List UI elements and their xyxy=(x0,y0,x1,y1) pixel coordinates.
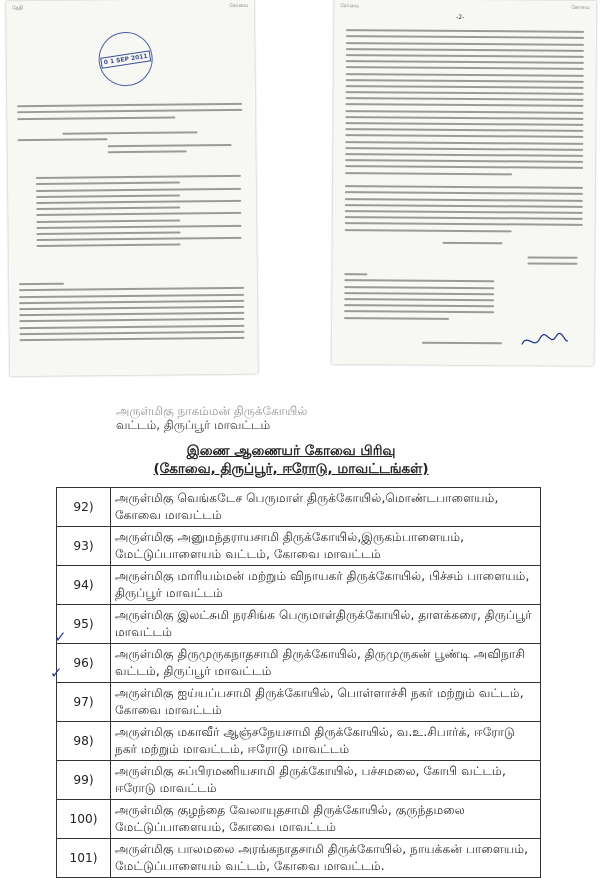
row-number: 94) xyxy=(57,566,111,605)
previous-entry-fragment xyxy=(116,404,307,432)
page1-header-right: கோவை xyxy=(229,2,249,9)
previous-entry-line-2: வட்டம், திருப்பூர் மாவட்டம் xyxy=(116,418,271,432)
page2-number: -2- xyxy=(456,13,465,21)
date-stamp-text: 0 1 SEP 2011 xyxy=(100,50,151,68)
page2-forwarded xyxy=(422,338,502,349)
table-row xyxy=(57,839,541,878)
page1-header-left: தேதி xyxy=(12,5,24,12)
row-number: 97) xyxy=(57,683,111,722)
table-row xyxy=(57,566,541,605)
row-number: 93) xyxy=(57,527,111,566)
page2-header-left: கோவை xyxy=(340,3,360,10)
temple-name: அருள்மிகு அனுமந்தராயசாமி திருக்கோயில்,இருகம்பாளையம், மேட்டுப்பாளையம் வட்டம், கோவை மாவட்டம் xyxy=(111,527,541,566)
row-number: 101) xyxy=(57,839,111,878)
heading-line-2: (கோவை, திருப்பூர், ஈரோடு, மாவட்டங்கள்) xyxy=(153,461,429,477)
temple-list-page xyxy=(50,402,544,873)
temple-name: அருள்மிகு ஐய்யப்பசாமி திருக்கோயில், பொள்ளாச்சி நகர் மற்றும் வட்டம், கோவை மாவட்டம் xyxy=(111,683,541,722)
page2-header-right: கோவை xyxy=(571,4,591,11)
table-row xyxy=(57,527,541,566)
table-row xyxy=(57,800,541,839)
table-row xyxy=(57,761,541,800)
temple-name: அருள்மிகு பாலமலை அரங்கநாதசாமி திருக்கோயில், நாயக்கன் பாளையம், மேட்டுப்பாளையம் வட்டம், கோவை மாவட்டம். xyxy=(111,839,541,878)
date-stamp-seal xyxy=(95,28,156,89)
signature xyxy=(520,330,570,352)
row-number: 98) xyxy=(57,722,111,761)
temple-name: அருள்மிகு திருமுருகநாதசாமி திருக்கோயில், திருமுருகன் பூண்டி அவிநாசி வட்டம், திருப்பூர் மாவட்டம் xyxy=(111,644,541,683)
page2-paragraph-2 xyxy=(345,181,583,236)
table-row xyxy=(57,644,541,683)
table-row xyxy=(57,722,541,761)
page2-recipients xyxy=(344,269,494,324)
temple-name: அருள்மிகு வெங்கடேச பெருமாள் திருக்கோயில்,மொண்டபாளையம், கோவை மாவட்டம் xyxy=(111,488,541,527)
page1-subject-text xyxy=(17,127,242,158)
page1-intro-text xyxy=(17,99,242,124)
check-mark-98: ✓ xyxy=(54,628,67,646)
scanned-page-1 xyxy=(6,0,258,376)
section-heading xyxy=(126,443,456,479)
check-mark-99: ✓ xyxy=(50,664,63,682)
row-number: 95) xyxy=(57,605,111,644)
scanned-page-2 xyxy=(332,0,597,366)
temple-name: அருள்மிகு மாரியம்மன் மற்றும் விநாயகர் திருக்கோயில், பிச்சம் பாளையம், திருப்பூர் மாவட்டம் xyxy=(111,566,541,605)
table-row xyxy=(57,683,541,722)
page2-closing xyxy=(443,238,503,249)
row-number: 92) xyxy=(57,488,111,527)
page2-paragraph-1 xyxy=(345,25,584,179)
temple-name: அருள்மிகு இலட்சுமி நரசிங்க பெருமாள்திருக்கோயில், தாளக்கரை, திருப்பூர் மாவட்டம் xyxy=(111,605,541,644)
temple-name: அருள்மிகு மகாவீர் ஆஞ்சநேயசாமி திருக்கோயில், வ.உ.சிபார்க், ஈரோடு நகர் மற்றும் மாவட்டம், ஈரோடு மாவட்டம் xyxy=(111,722,541,761)
page2-signatory xyxy=(527,252,577,269)
table-row xyxy=(57,605,541,644)
heading-line-1: இணை ஆணையர் கோவை பிரிவு xyxy=(186,443,396,459)
page1-order-body xyxy=(19,277,245,345)
previous-entry-line-1: அருள்மிகு நாகம்மன் திருக்கோயில் xyxy=(116,404,308,418)
temple-name: அருள்மிகு சுப்பிரமணியசாமி திருக்கோயில், பச்சமலை, கோபி வட்டம், ஈரோடு மாவட்டம் xyxy=(111,761,541,800)
row-number: 99) xyxy=(57,761,111,800)
temple-name: அருள்மிகு குழந்தை வேலாயுதசாமி திருக்கோயில், குருந்தமலை மேட்டுப்பாளையம், கோவை மாவட்டம் xyxy=(111,800,541,839)
page1-references xyxy=(36,171,242,252)
row-number: 96) xyxy=(57,644,111,683)
row-number: 100) xyxy=(57,800,111,839)
table-row xyxy=(57,488,541,527)
temple-table xyxy=(56,487,541,878)
